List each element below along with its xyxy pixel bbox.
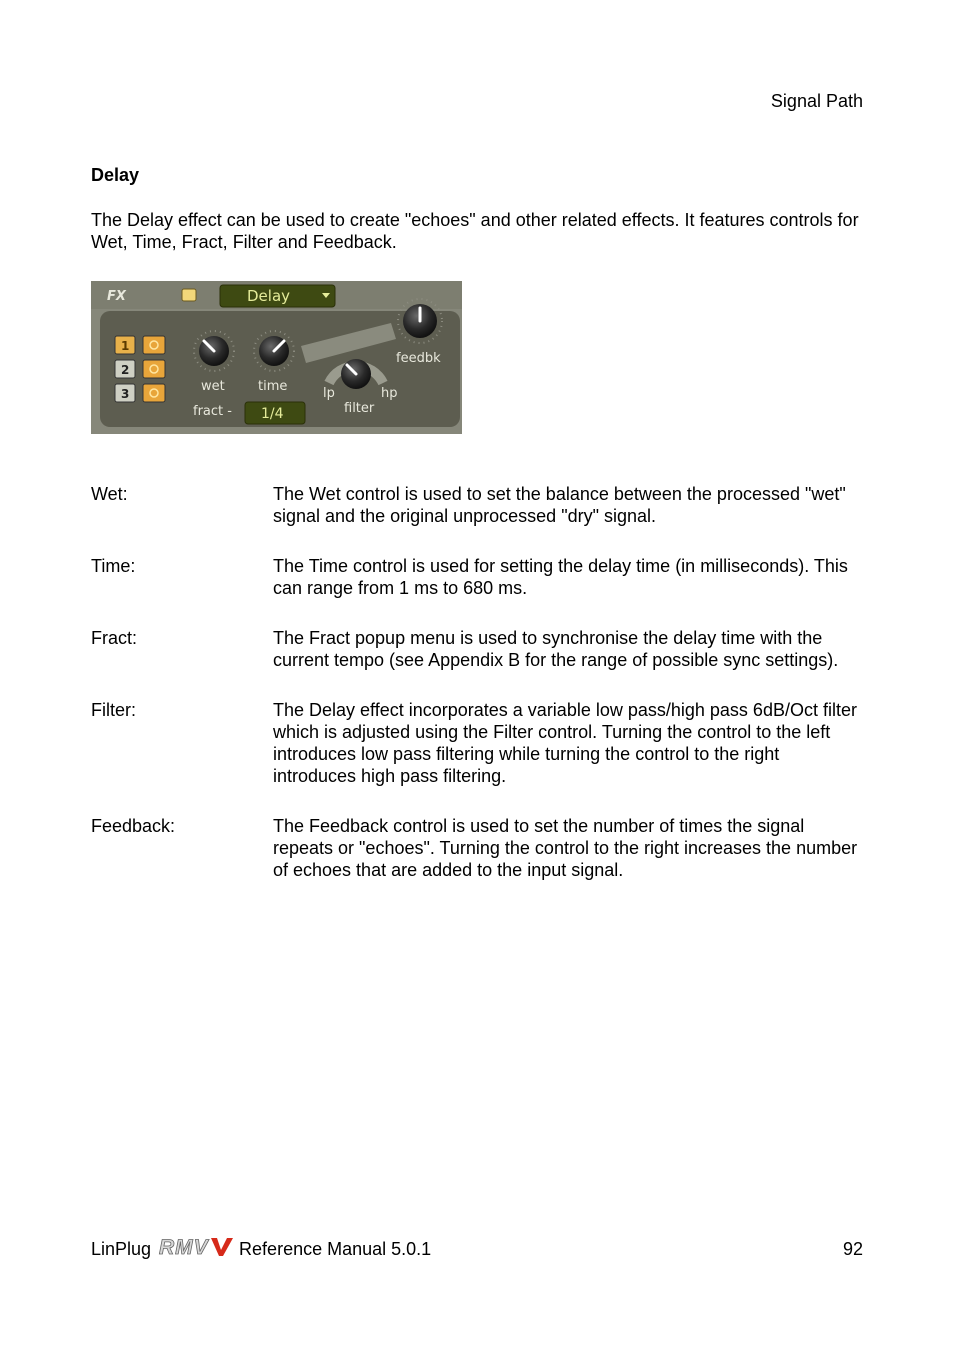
param-term: Wet:: [91, 484, 128, 504]
param-desc: The Feedback control is used to set the number of times the signal repeats or "echoes". Turning the control to the right increases the number of echoes that are added to the input signal.: [273, 816, 858, 880]
slot-number-2: 2: [121, 363, 130, 377]
param-desc: The Time control is used for setting the delay time (in milliseconds). This can range from 1 ms to 680 ms.: [273, 556, 848, 598]
param-term: Filter:: [91, 700, 136, 720]
param-term: Fract:: [91, 628, 138, 648]
effect-type-select[interactable]: [220, 285, 335, 307]
param-term: Feedback:: [91, 816, 176, 836]
section-title: Delay: [91, 165, 140, 185]
running-header: Signal Path: [770, 91, 863, 111]
page-footer: [91, 1236, 863, 1263]
slot-button-3[interactable]: [115, 384, 135, 402]
wet-label: wet: [201, 379, 225, 394]
param-term: Time:: [91, 556, 136, 576]
param-row-wet: [91, 483, 863, 527]
param-row-fract: [91, 627, 863, 671]
parameter-list: [91, 483, 863, 909]
time-label: time: [258, 379, 288, 394]
filter-knob[interactable]: [341, 359, 371, 389]
param-desc: The Fract popup menu is used to synchronise the delay time with the current tempo (see Appendix B for the range of possible sync settings).: [273, 628, 839, 670]
footer-manual-title: Reference Manual 5.0.1: [239, 1239, 432, 1259]
param-row-time: [91, 555, 863, 599]
fx-enable-icon[interactable]: [182, 289, 196, 301]
fract-value: 1/4: [261, 406, 284, 422]
slot-button-1[interactable]: [115, 336, 135, 354]
feedback-label: feedbk: [396, 351, 441, 366]
filter-label: filter: [344, 401, 375, 416]
filter-hp-label: hp: [381, 386, 398, 401]
filter-lp-label: lp: [323, 386, 335, 401]
param-row-feedback: [91, 815, 863, 881]
param-row-filter: [91, 699, 863, 787]
delay-fx-panel-screenshot: [91, 281, 462, 434]
intro-paragraph: The Delay effect can be used to create "echoes" and other related effects. It features controls for Wet, Time, Fract, Filter and Feedback.: [91, 210, 859, 252]
footer-brand: LinPlug: [91, 1239, 152, 1259]
rmv-logo: [157, 1236, 233, 1263]
power-icon[interactable]: [143, 384, 165, 402]
rmv-logo-text: RMV: [159, 1236, 209, 1258]
slot-button-2[interactable]: [115, 360, 135, 378]
fract-select[interactable]: [245, 402, 305, 424]
slot-number-3: 3: [121, 387, 130, 401]
fract-label: fract -: [193, 404, 232, 419]
fx-label: FX: [107, 289, 126, 304]
power-icon[interactable]: [143, 360, 165, 378]
power-icon[interactable]: [143, 336, 165, 354]
param-desc: The Delay effect incorporates a variable low pass/high pass 6dB/Oct filter which is adjusted using the Filter control. Turning the control to the left introduces low pass filtering while turning the control to the right introduces high pass filtering.: [273, 700, 857, 786]
page-number: 92: [842, 1239, 863, 1259]
effect-type-value: Delay: [247, 287, 291, 305]
param-desc: The Wet control is used to set the balance between the processed "wet" signal and the original unprocessed "dry" signal.: [273, 484, 846, 526]
slot-number-1: 1: [121, 339, 130, 353]
